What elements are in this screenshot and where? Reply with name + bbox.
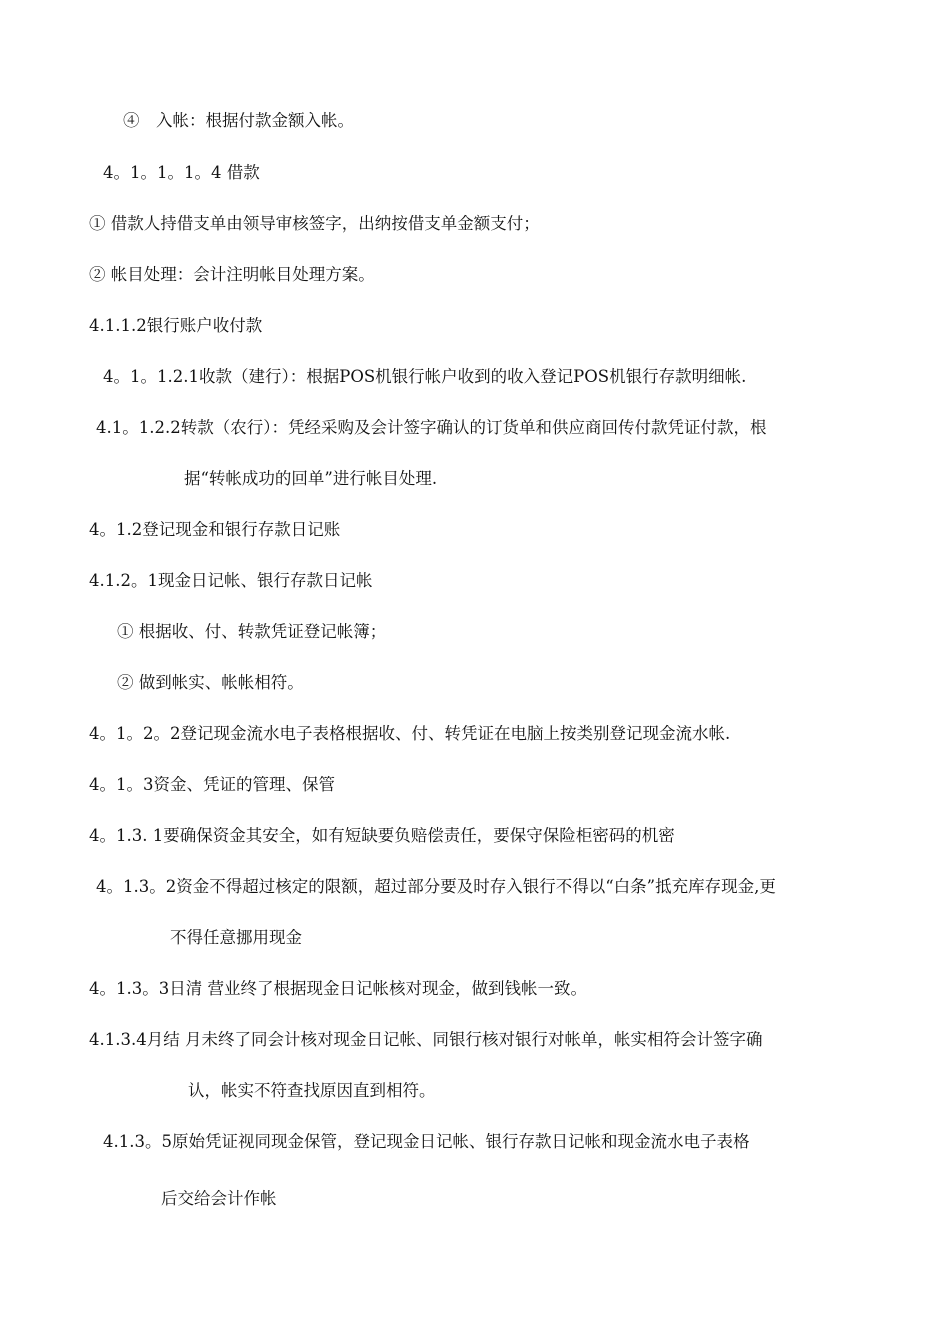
text-line-continuation: 认，帐实不符查找原因直到相符。 [188,1081,436,1100]
text-line: ② 做到帐实、帐帐相符。 [117,673,304,692]
section-heading: 4。1。1。1。4 借款 [103,163,260,182]
text-line: 4。1.3。2资金不得超过核定的限额，超过部分要及时存入银行不得以“白条”抵充库存现金,更 [96,877,776,896]
text-line: ① 根据收、付、转款凭证登记帐簿； [117,622,387,641]
text-line: 4.1。1.2.2转款（农行）：凭经采购及会计签字确认的订货单和供应商回传付款凭证付款，根 [96,418,767,437]
text-line-continuation: 据“转帐成功的回单”进行帐目处理. [184,469,438,488]
text-line: ① 借款人持借支单由领导审核签字，出纳按借支单金额支付； [89,214,540,233]
text-line: 4.1.3.4月结 月未终了同会计核对现金日记帐、同银行核对银行对帐单，帐实相符会计签字确 [89,1030,763,1049]
section-heading: 4。1.2登记现金和银行存款日记账 [89,520,341,539]
section-heading: 4。1。3资金、凭证的管理、保管 [89,775,335,794]
text-line-continuation: 不得任意挪用现金 [170,928,302,947]
text-line: 4。1。1.2.1收款（建行）：根据POS机银行帐户收到的收入登记POS机银行存款明细帐. [103,367,747,386]
section-heading: 4.1.2。1现金日记帐、银行存款日记帐 [89,571,373,590]
text-line: 4。1.3。3日清 营业终了根据现金日记帐核对现金，做到钱帐一致。 [89,979,587,998]
text-line: 4。1。2。2登记现金流水电子表格根据收、付、转凭证在电脑上按类别登记现金流水帐. [89,724,731,743]
text-line: 4。1.3. 1要确保资金其安全，如有短缺要负赔偿责任，要保守保险柜密码的机密 [89,826,675,845]
text-line: 4.1.3。5原始凭证视同现金保管，登记现金日记帐、银行存款日记帐和现金流水电子表格 [103,1132,750,1151]
section-heading: 4.1.1.2银行账户收付款 [89,316,263,335]
text-line: ② 帐目处理：会计注明帐目处理方案。 [89,265,375,284]
text-line: ④ 入帐：根据付款金额入帐。 [123,111,354,130]
text-line-continuation: 后交给会计作帐 [161,1189,277,1208]
